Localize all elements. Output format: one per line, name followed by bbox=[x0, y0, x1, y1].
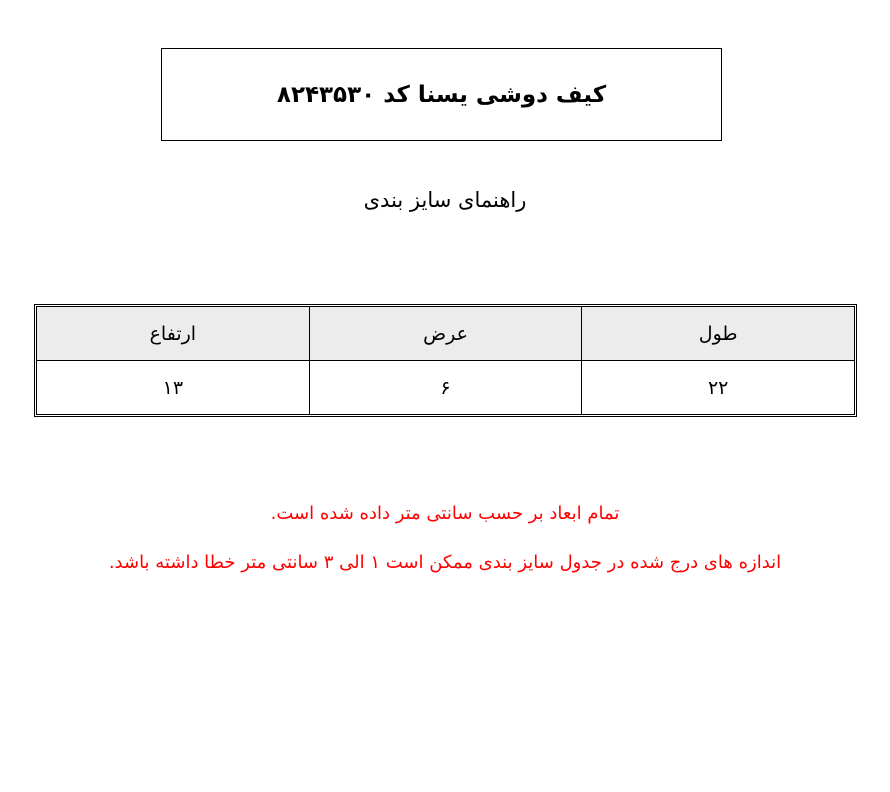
product-title-box bbox=[161, 48, 722, 141]
size-table-frame bbox=[34, 304, 857, 417]
cell-length: ۲۲ bbox=[582, 361, 855, 415]
size-table-header-row bbox=[37, 307, 855, 361]
size-table bbox=[36, 306, 855, 415]
units-note: تمام ابعاد بر حسب سانتی متر داده شده است. bbox=[270, 503, 620, 524]
product-title: کیف دوشی یسنا کد ۸۲۴۳۵۳۰ bbox=[276, 81, 607, 108]
cell-height: ۱۳ bbox=[37, 361, 310, 415]
header-height: ارتفاع bbox=[37, 307, 310, 361]
cell-width: ۶ bbox=[309, 361, 582, 415]
tolerance-note: اندازه های درج شده در جدول سایز بندی ممکن است ۱ الی ۳ سانتی متر خطا داشته باشد. bbox=[108, 552, 782, 573]
size-guide-heading: راهنمای سایز بندی bbox=[363, 188, 527, 212]
header-length: طول bbox=[582, 307, 855, 361]
table-row bbox=[37, 361, 855, 415]
header-width: عرض bbox=[309, 307, 582, 361]
